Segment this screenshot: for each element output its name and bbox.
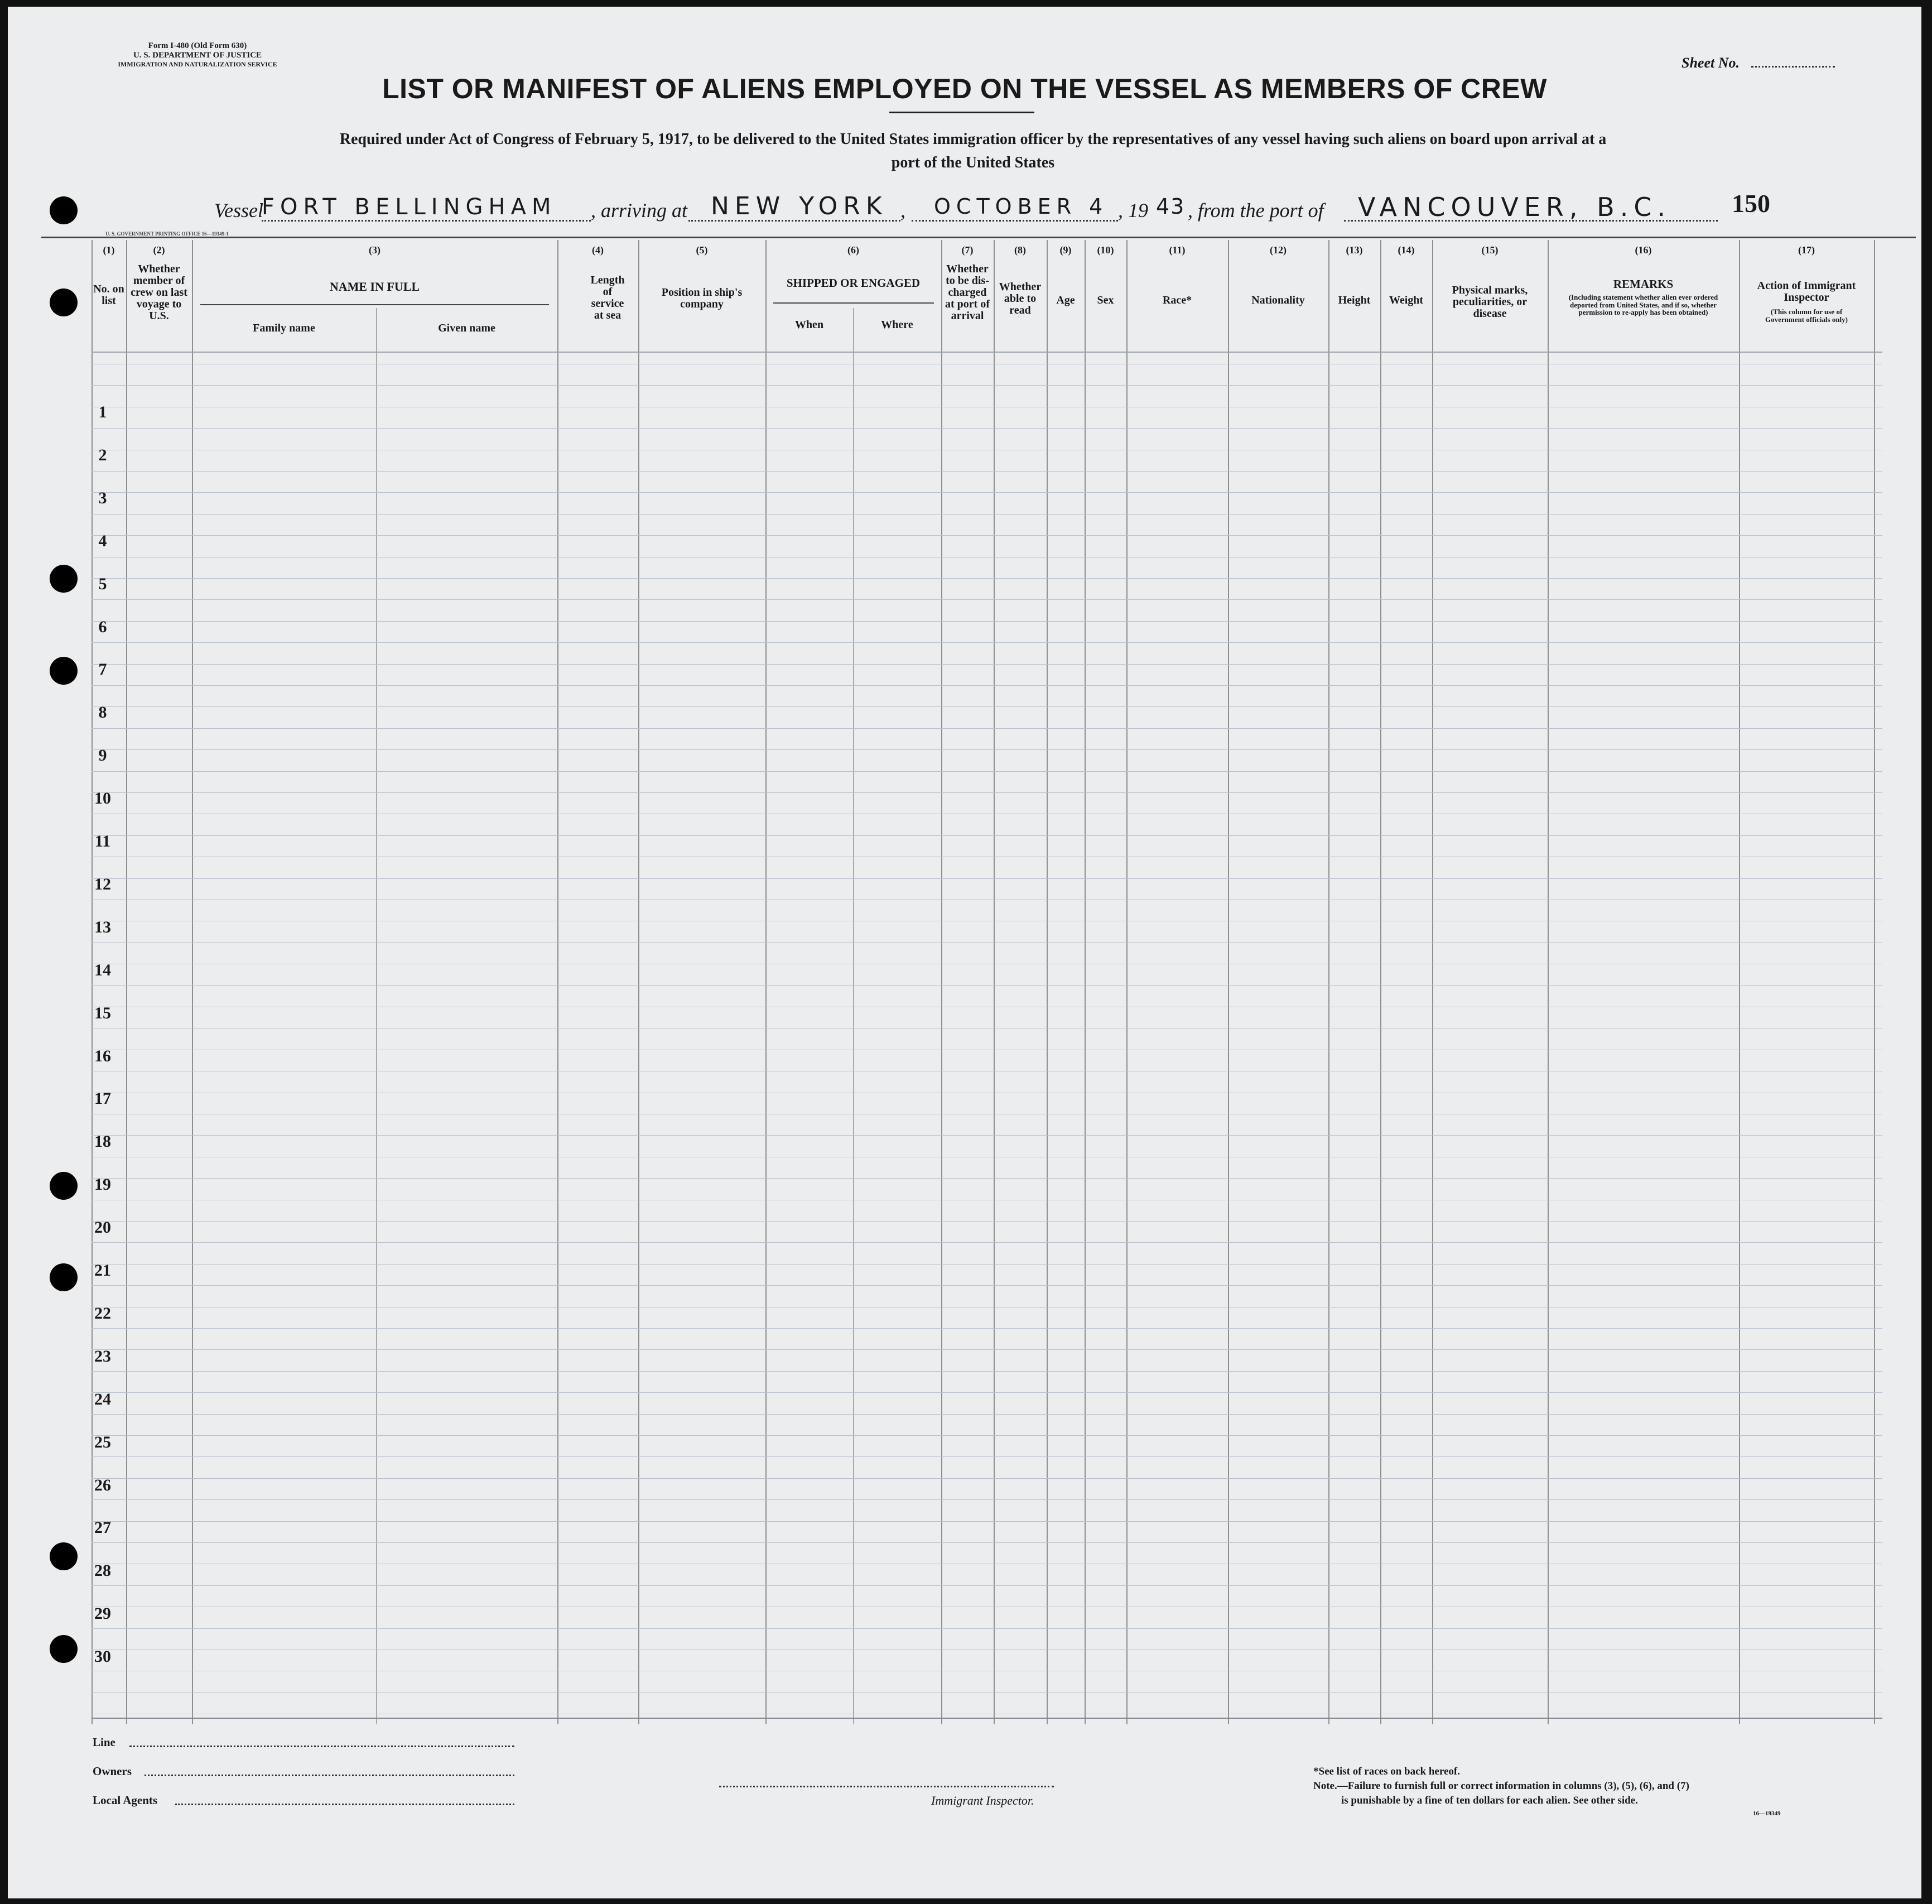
row-number: 2 — [98, 445, 107, 464]
col-12-header: Nationality — [1251, 294, 1305, 306]
form-code: 16—19349 — [1753, 1810, 1781, 1817]
grid-rule — [91, 771, 1882, 772]
grid-rule — [91, 642, 1882, 643]
col-5-header: Position in ship's company — [661, 286, 743, 310]
local-agents-label: Local Agents — [93, 1794, 158, 1807]
col-rule — [192, 240, 193, 1724]
col-4-number: (4) — [592, 244, 604, 256]
line-label: Line — [93, 1735, 115, 1749]
row-number: 9 — [98, 746, 107, 765]
col-11-header: Race* — [1162, 294, 1192, 306]
col-1-header: No. on list — [93, 283, 124, 307]
shipped-subheader-rule — [773, 302, 934, 304]
col-6-header: SHIPPED OR ENGAGED — [786, 276, 921, 290]
arrival-port: NEW YORK — [711, 192, 888, 220]
col-10-number: (10) — [1097, 244, 1114, 256]
col-rule — [1047, 240, 1048, 1724]
row-number: 3 — [98, 488, 107, 507]
grid-rule — [91, 1328, 1882, 1329]
grid-rule — [91, 1349, 1882, 1350]
col-16-header: REMARKS — [1613, 277, 1674, 291]
row-number: 7 — [98, 660, 107, 679]
row-number: 10 — [94, 789, 111, 808]
col-rule — [1228, 240, 1229, 1724]
col-8-header: Whether able to read — [999, 281, 1042, 316]
col-rule — [853, 308, 854, 1724]
row-number: 18 — [94, 1132, 111, 1151]
grid-rule — [91, 535, 1882, 536]
col-rule — [1380, 240, 1381, 1724]
owners-label: Owners — [93, 1764, 132, 1778]
row-number: 16 — [94, 1046, 111, 1065]
col-13-number: (13) — [1346, 244, 1363, 256]
grid-rule — [91, 878, 1882, 879]
vessel-name: FORT BELLINGHAM — [262, 194, 557, 220]
row-number: 1 — [98, 403, 107, 421]
row-number: 21 — [94, 1261, 111, 1280]
page-title: LIST OR MANIFEST OF ALIENS EMPLOYED ON THE VESSEL AS MEMBERS OF CREW — [382, 73, 1547, 104]
penalty-note-line-1: Note.—Failure to furnish full or correct information in columns (3), (5), (6), and (7) — [1313, 1780, 1689, 1792]
stamp-number: 150 — [1732, 189, 1770, 218]
form-id-block — [91, 41, 303, 68]
col-3-family-header: Family name — [253, 322, 315, 334]
grid-rule — [91, 1221, 1882, 1222]
subtitle-line-1: Required under Act of Congress of February 5, 1917, to be delivered to the United States immigration officer by the representatives of any vessel having such aliens on board upon arrival at a — [339, 131, 1607, 148]
punch-hole — [50, 1542, 78, 1570]
form-id: Form I-480 (Old Form 630) — [148, 41, 247, 50]
row-number: 24 — [94, 1389, 111, 1408]
grid-rule — [91, 599, 1882, 600]
subtitle-line-2: port of the United States — [891, 154, 1055, 171]
col-rule — [765, 240, 767, 1724]
col-3-number: (3) — [369, 244, 380, 256]
row-number: 4 — [98, 531, 107, 550]
grid-rule — [91, 492, 1882, 493]
col-1-number: (1) — [103, 244, 115, 256]
row-number: 29 — [94, 1604, 111, 1623]
col-17-header: Action of Immigrant Inspector — [1757, 280, 1856, 304]
col-rule — [376, 308, 377, 1724]
row-number: 28 — [94, 1561, 111, 1580]
name-subheader-rule — [200, 304, 549, 305]
col-rule — [1085, 240, 1086, 1724]
col-rule — [1432, 240, 1433, 1724]
grid-rule — [91, 471, 1882, 472]
col-rule — [1874, 240, 1875, 1724]
col-10-header: Sex — [1097, 294, 1114, 306]
vessel-line — [262, 220, 591, 222]
row-number: 22 — [94, 1304, 111, 1323]
grid-rule — [91, 1371, 1882, 1372]
col-rule — [1739, 240, 1740, 1724]
departure-port: VANCOUVER, B.C. — [1358, 192, 1671, 222]
col-9-header: Age — [1056, 294, 1075, 306]
col-15-header: Physical marks, peculiarities, or disease — [1452, 284, 1528, 320]
grid-rule — [91, 792, 1882, 793]
col-16-note: (Including statement whether alien ever ordered deported from United States, and if so, whether permission to re-apply has been obtained) — [1568, 293, 1718, 317]
col-6-number: (6) — [847, 244, 859, 256]
col-7-header: Whether to be dis-charged at port of arrival — [945, 263, 990, 322]
comma-sep: , — [900, 199, 905, 222]
grid-rule — [91, 1178, 1882, 1179]
arriving-label: , arriving at — [591, 199, 688, 222]
grid-rule — [91, 1521, 1882, 1522]
row-number: 27 — [94, 1518, 111, 1537]
row-number: 20 — [94, 1218, 111, 1237]
grid-rule — [91, 749, 1882, 750]
grid-rule — [91, 1628, 1882, 1629]
local-agents-field[interactable] — [175, 1804, 514, 1805]
grid-rule — [91, 1392, 1882, 1393]
punch-hole — [50, 1172, 78, 1200]
col-12-number: (12) — [1270, 244, 1287, 256]
col-13-header: Height — [1338, 294, 1371, 306]
grid-rule — [91, 621, 1882, 622]
arrival-line — [688, 220, 900, 222]
row-number: 11 — [94, 832, 111, 850]
grid-rule — [91, 835, 1882, 836]
grid-rule — [91, 428, 1882, 429]
col-17-note: (This column for use of Government officials only) — [1765, 307, 1848, 324]
col-rule — [994, 240, 995, 1724]
col-6-when-header: When — [794, 319, 824, 331]
owners-field[interactable] — [144, 1775, 514, 1776]
col-16-number: (16) — [1635, 244, 1652, 256]
arrival-date: OCTOBER 4 — [934, 194, 1109, 219]
col-rule — [1328, 240, 1329, 1724]
col-3-header: NAME IN FULL — [329, 280, 420, 294]
grid-rule — [91, 1435, 1882, 1436]
grid-rule — [91, 1242, 1882, 1243]
grid-rule — [91, 1456, 1882, 1457]
races-note: *See list of races on back hereof. — [1313, 1766, 1460, 1777]
row-number: 8 — [98, 703, 107, 722]
col-4-header: Length of service at sea — [590, 274, 625, 321]
col-3-given-header: Given name — [438, 322, 495, 334]
row-number: 25 — [94, 1432, 111, 1451]
row-number: 23 — [94, 1347, 111, 1366]
col-6-where-header: Where — [881, 319, 913, 331]
punch-hole — [50, 657, 78, 685]
row-number: 30 — [94, 1647, 111, 1666]
grid-rule — [91, 685, 1882, 686]
grid-rule — [91, 1542, 1882, 1543]
row-number: 5 — [98, 574, 107, 593]
row-number: 6 — [98, 617, 107, 636]
sheet-number-field — [1751, 66, 1835, 68]
row-number: 15 — [94, 1003, 111, 1022]
row-number: 13 — [94, 917, 111, 936]
col-7-number: (7) — [961, 244, 974, 256]
grid-rule — [91, 1414, 1882, 1415]
punch-hole — [50, 196, 78, 224]
grid-bottom-rule — [91, 1718, 1882, 1719]
row-number: 17 — [94, 1089, 111, 1108]
row-number: 26 — [94, 1475, 111, 1494]
punch-hole — [50, 565, 78, 593]
row-number: 14 — [94, 960, 111, 979]
grid-rule — [91, 1285, 1882, 1286]
row-number: 19 — [94, 1175, 111, 1194]
col-15-number: (15) — [1481, 244, 1499, 256]
penalty-note-line-2: is punishable by a fine of ten dollars for each alien. See other side. — [1341, 1795, 1638, 1806]
col-rule — [941, 240, 942, 1724]
col-11-number: (11) — [1169, 244, 1186, 256]
col-8-number: (8) — [1014, 244, 1026, 256]
punch-hole — [50, 289, 78, 316]
grid-rule — [91, 1585, 1882, 1586]
col-2-header: Whether member of crew on last voyage to U.S. — [131, 263, 187, 322]
col-2-number: (2) — [153, 244, 165, 256]
col-17-number: (17) — [1798, 244, 1815, 256]
col-rule — [1548, 240, 1549, 1724]
grid-rule — [91, 664, 1882, 665]
inspector-signature-line[interactable] — [719, 1786, 1054, 1787]
from-port-label: , from the port of — [1188, 199, 1324, 222]
grid-rule — [91, 1135, 1882, 1136]
col-rule — [557, 240, 558, 1724]
date-line — [912, 220, 1118, 222]
line-field[interactable] — [129, 1746, 514, 1747]
row-number: 12 — [94, 874, 111, 893]
vessel-label: Vessel — [214, 199, 263, 222]
grid-rule — [91, 985, 1882, 986]
col-9-number: (9) — [1059, 244, 1072, 256]
manifest-sheet — [8, 7, 1921, 1898]
inspector-label: Immigrant Inspector. — [931, 1794, 1034, 1807]
year-prefix: , 19 — [1118, 199, 1148, 222]
header-bottom-rule — [91, 352, 1882, 353]
grid-rule — [91, 385, 1882, 386]
header-rule — [41, 237, 1916, 238]
grid-rule — [91, 1499, 1882, 1500]
col-rule — [638, 240, 639, 1724]
department: U. S. DEPARTMENT OF JUSTICE — [133, 51, 262, 60]
col-14-number: (14) — [1398, 244, 1415, 256]
grid-rule — [91, 578, 1882, 579]
printer-line: U. S. GOVERNMENT PRINTING OFFICE 16—19349-1 — [105, 231, 229, 237]
grid-rule — [91, 706, 1882, 707]
port-line — [1344, 220, 1718, 222]
year-value: 43 — [1156, 194, 1186, 219]
grid-rule — [91, 1478, 1882, 1479]
service: IMMIGRATION AND NATURALIZATION SERVICE — [118, 60, 277, 68]
sheet-number-label: Sheet No. — [1682, 55, 1740, 71]
punch-hole — [50, 1635, 78, 1663]
grid-rule — [91, 728, 1882, 729]
grid-rule — [91, 514, 1882, 515]
title-underline — [889, 112, 1034, 113]
col-rule — [1126, 240, 1128, 1724]
col-5-number: (5) — [696, 244, 708, 256]
col-14-header: Weight — [1389, 294, 1424, 306]
punch-hole — [50, 1263, 78, 1291]
